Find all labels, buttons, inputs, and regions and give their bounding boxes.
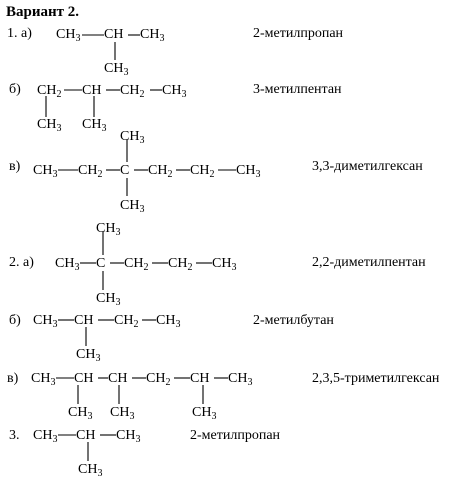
atom-group: CH: [74, 371, 94, 386]
atom-group: CH: [82, 83, 102, 98]
atom-group: $CH_3$: [212, 256, 237, 273]
atom-group: $CH_2$: [120, 83, 145, 100]
compound-name: 2-метилпропан: [253, 26, 344, 41]
atom-group: $CH_3$: [140, 27, 165, 44]
atom-group: $CH_3$: [76, 347, 101, 364]
compound-name: 2,2-диметилпентан: [312, 255, 426, 270]
item-number: в): [7, 371, 19, 386]
compound-name: 2-метилпропан: [190, 428, 281, 443]
atom-group: CH: [190, 371, 210, 386]
atom-group: C: [120, 163, 130, 178]
atom-group: $CH_3$: [120, 129, 145, 146]
atom-group: $CH_2$: [78, 163, 103, 180]
atom-group: $CH_3$: [82, 117, 107, 134]
atom-group: $CH_3$: [96, 291, 121, 308]
atom-group: C: [96, 256, 106, 271]
atom-group: $CH_2$: [114, 313, 139, 330]
atom-group: $CH_3$: [96, 221, 121, 238]
atom-group: CH: [104, 27, 124, 42]
item-number: 2. а): [9, 255, 34, 270]
atom-group: $CH_3$: [33, 428, 58, 445]
atom-group: $CH_3$: [31, 371, 56, 388]
atom-group: $CH_3$: [156, 313, 181, 330]
compound-name: 3-метилпентан: [253, 82, 342, 97]
compound-name: 3,3-диметилгексан: [312, 159, 423, 174]
atom-group: $CH_3$: [33, 313, 58, 330]
atom-group: $CH_3$: [37, 117, 62, 134]
page-title: Вариант 2.: [6, 4, 80, 20]
item-number: б): [9, 82, 21, 97]
atom-group: $CH_3$: [78, 462, 103, 479]
atom-group: CH: [76, 428, 96, 443]
atom-group: $CH_2$: [124, 256, 149, 273]
atom-group: $CH_3$: [120, 198, 145, 215]
atom-group: $CH_3$: [56, 27, 81, 44]
item-number: 1. а): [7, 26, 32, 41]
atom-group: $CH_3$: [236, 163, 261, 180]
atom-group: $CH_3$: [110, 405, 135, 422]
atom-group: $CH_3$: [162, 83, 187, 100]
atom-group: $CH_3$: [33, 163, 58, 180]
atom-group: $CH_3$: [104, 61, 129, 78]
item-number: в): [9, 159, 21, 174]
atom-group: $CH_3$: [228, 371, 253, 388]
atom-group: $CH_2$: [190, 163, 215, 180]
atom-group: $CH_3$: [116, 428, 141, 445]
atom-group: $CH_2$: [168, 256, 193, 273]
atom-group: $CH_3$: [68, 405, 93, 422]
compound-name: 2-метилбутан: [253, 313, 334, 328]
atom-group: $CH_2$: [148, 163, 173, 180]
atom-group: CH: [108, 371, 128, 386]
compound-name: 2,3,5-триметилгексан: [312, 371, 440, 386]
atom-group: CH: [74, 313, 94, 328]
atom-group: $CH_3$: [55, 256, 80, 273]
atom-group: $CH_2$: [37, 83, 62, 100]
atom-group: $CH_2$: [146, 371, 171, 388]
atom-group: $CH_3$: [192, 405, 217, 422]
item-number: 3.: [9, 428, 20, 443]
item-number: б): [9, 313, 21, 328]
